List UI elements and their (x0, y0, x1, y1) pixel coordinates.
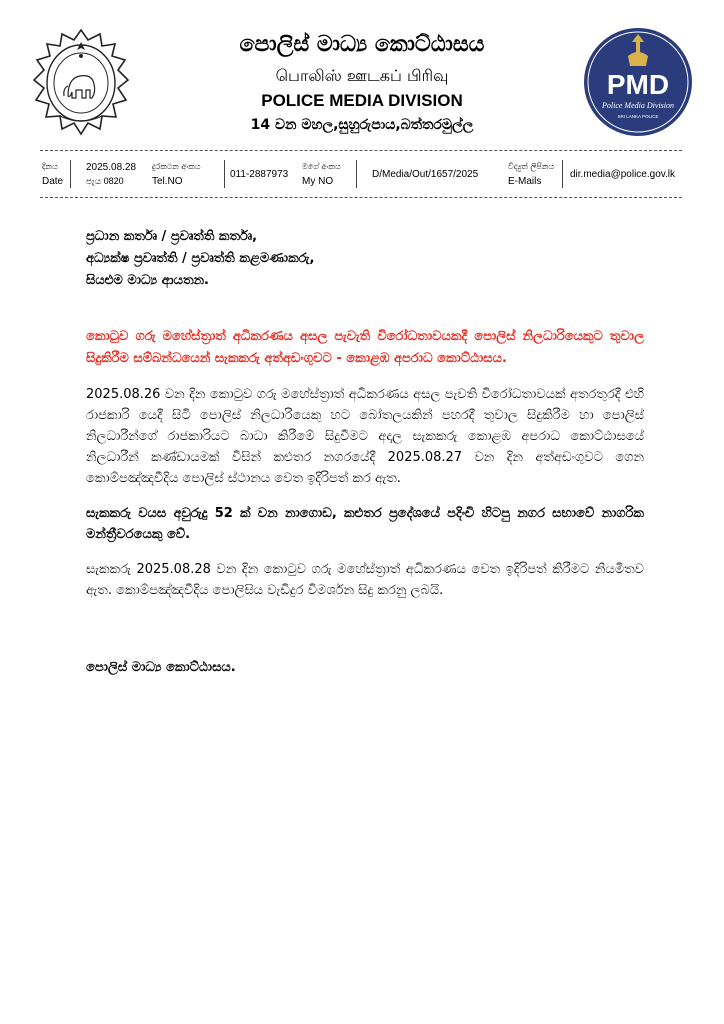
myno-label-en: My NO (302, 176, 334, 187)
title-block (150, 30, 574, 136)
recipient-line: අධ්‍යක්ෂ ප්‍රවෘත්ති / ප්‍රවෘත්ති කළමණාකරු, (86, 251, 315, 266)
date-divider (66, 160, 71, 188)
recipients-block (86, 226, 644, 292)
pmd-logo (582, 26, 694, 138)
email-label-en: E-Mails (508, 176, 542, 187)
myno-label-si: මගේ අංකය (302, 162, 341, 171)
letter-body (86, 226, 644, 679)
tel-cell (152, 156, 292, 196)
title-english: POLICE MEDIA DIVISION (261, 91, 463, 110)
myno-divider (352, 160, 357, 188)
date-value: 2025.08.28 (86, 162, 137, 173)
pmd-logo-text: PMD (606, 69, 670, 100)
email-divider (558, 160, 563, 188)
date-label-en: Date (42, 176, 64, 187)
tel-value: 011-2887973 (230, 169, 289, 180)
tel-label-si: දුරකථන අංකය (152, 162, 201, 171)
police-emblem-icon (30, 26, 132, 138)
tel-divider (220, 160, 225, 188)
body-paragraph: සැකකරු වයස අවුරුදු 52 ක් වන නාගොඩ, කළුතර ප්‍රදේශයේ පදිංචි හිටපු නගර සභාවේ නාගරික මන්ත්‍රීවරයෙකු වේ. (86, 506, 644, 542)
recipient-line: ප්‍රධාන කර්තෘ / ප්‍රවෘත්ති කර්තෘ, (86, 229, 258, 244)
email-cell (508, 156, 690, 196)
press-release-headline: කොටුව ගරු මහේස්ත්‍රාත් අධිකරණය අසල පැවැති විරෝධතාවයකදී පොලිස් නිලධාරියෙකුට තුවාල සිදුකිරීම සම්බන්ධයෙන් සැකකරු අත්අඩංගුවට - කොළඹ අපරාධ කොට්ඨාසය. (86, 329, 644, 366)
pmd-logo-small: SRI LANKA POLICE (617, 114, 659, 119)
title-tamil: பொலிஸ் ஊடகப் பிரிவு (275, 66, 449, 85)
body-paragraph: සැකකරු 2025.08.28 වන දින කොටුව ගරු මහේස්ත්‍රාත් අධිකරණය වෙත ඉදිරිපත් කිරීමට නියමිතව ඇත. කොම්පඤ්ඤවීදිය පොලිසිය වැඩිදුර විමර්ශන සිදු කරනු ලබයි. (86, 562, 644, 598)
email-label-si: විද්‍යුත් ලිපිනය (508, 162, 555, 171)
recipient-line: සියළුම මාධ්‍ය ආයතන. (86, 273, 209, 288)
header-divider-bottom (40, 197, 682, 198)
title-sinhala: පොලිස් මාධ්‍ය කොට්ඨාසය (239, 32, 485, 57)
myno-value: D/Media/Out/1657/2025 (372, 169, 479, 180)
myno-cell (302, 156, 512, 196)
office-address: 14 වන මහල,සුහුරුපාය,බත්තරමුල්ල (250, 117, 474, 133)
header-divider-top (40, 150, 682, 151)
pmd-logo-subtext: Police Media Division (602, 101, 674, 110)
body-paragraph: 2025.08.26 වන දින කොටුව ගරු මහේස්ත්‍රාත් අධිකරණය අසල පැවති විරෝධතාවයක් අතරතුරදී එහි රාජකාරි යෙදී සිටි පොලිස් නිලධාරියෙකු හට බෝතලයකින් පහරදී තුවාල සිදුකිරීම හා පොලිස් නිලධාරීන්ගේ රාජකාරියට බාධා කිරීමේ සිදුවීමට අදාල සැකකරු කොළඹ අපරාධ කොට්ඨාසයේ නිලධාරීන් කණ්ඩායමක් විසින් කළුතර නගරයේදී 2025.08.27 වන දින අත්අඩංගුවට ගෙන කොම්පඤ්ඤවීදිය පොලිස් ස්ථානය වෙත ඉදිරිපත් කර ඇත. (86, 387, 644, 486)
time-value: පැය 0820 (86, 176, 124, 186)
tel-label-en: Tel.NO (152, 176, 183, 187)
email-value: dir.media@police.gov.lk (570, 169, 676, 180)
date-label-si: දිනය (42, 162, 58, 171)
reference-info-row (40, 156, 690, 196)
signoff: පොලිස් මාධ්‍ය කොට්ඨාසය. (86, 660, 236, 675)
letterhead (0, 0, 724, 150)
